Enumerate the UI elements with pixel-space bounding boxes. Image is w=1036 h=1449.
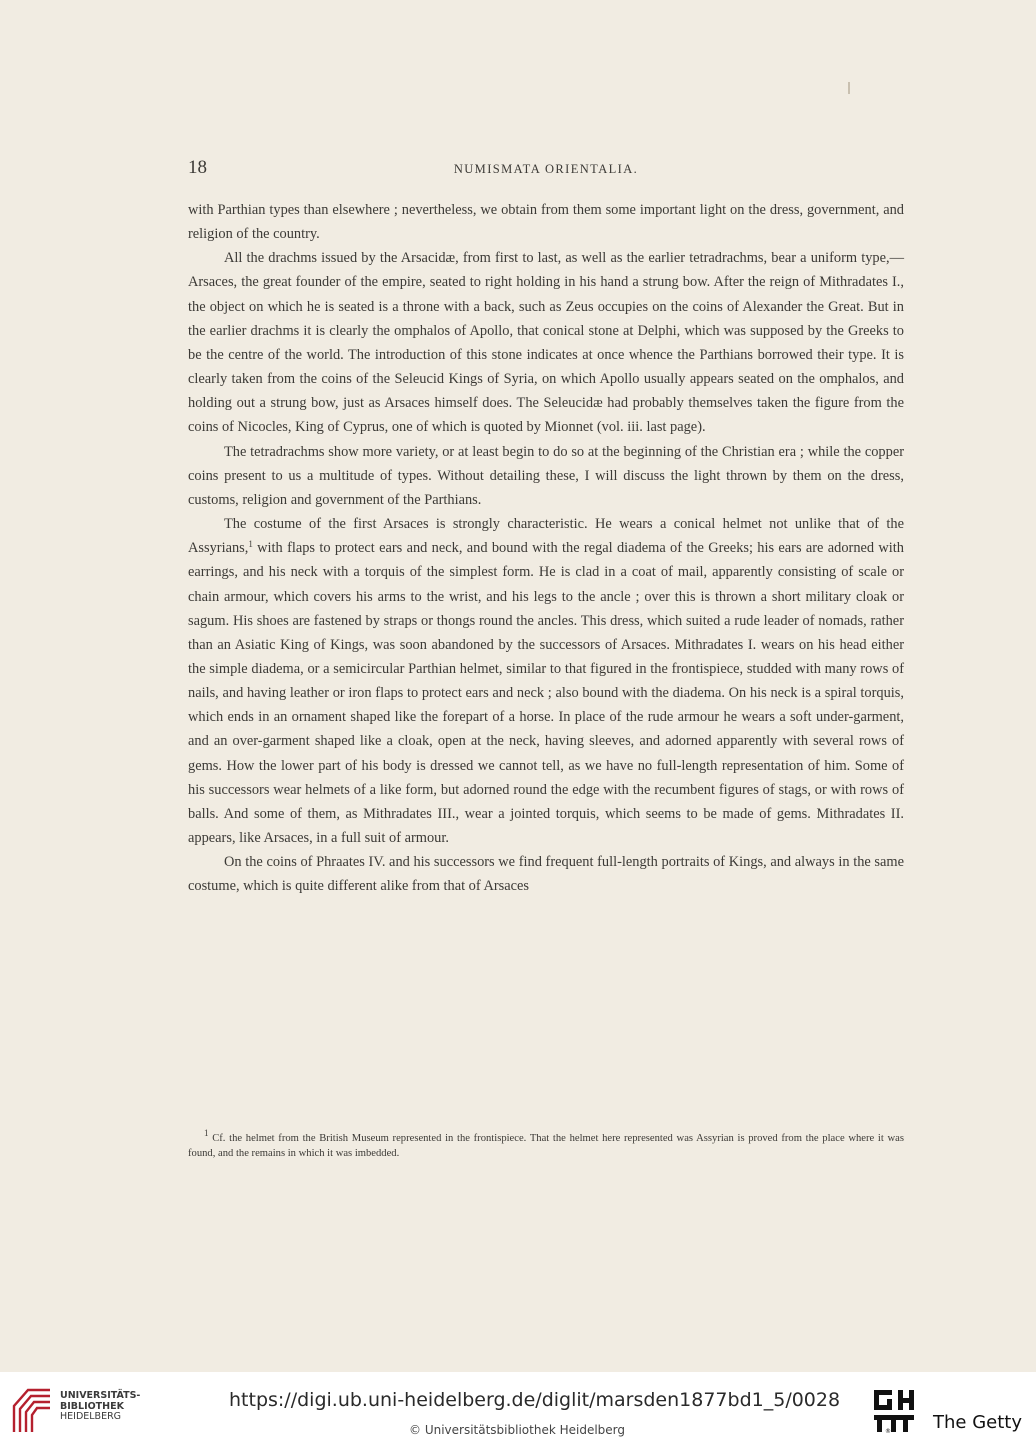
page-header: [188, 157, 904, 187]
library-name-line-1: UNIVERSITÄTS-: [60, 1390, 141, 1401]
paragraph-5: On the coins of Phraates IV. and his successors we find frequent full-length portraits of Kings, and always in the same costume, which is quite different alike from that of Arsaces: [188, 854, 904, 895]
library-name-line-2: BIBLIOTHEK: [60, 1400, 124, 1412]
page-number: 18: [188, 157, 207, 178]
paragraph-4-start: The costume of the first Arsaces is strongly characteristic. He wears a conical helmet not unlike that of the Assyrians,: [188, 516, 904, 557]
footnote-marker: 1: [204, 1128, 209, 1138]
paragraph-4-rest: with flaps to protect ears and neck, and bound with the regal diadema of the Greeks; his ears are adorned with earrings, and his neck with a torquis of the simplest form. He is clad in a coat of mail, apparently consisting of scale or chain armour, which covers his arms to the wrist, and his legs to the ancle ; over this is thrown a short military cloak or sagum. His shoes are fastened by straps or thongs round the ancles. This dress, which suited a rude leader of nomads, rather than an Asiatic King of Kings, was soon abandoned by the successors of Arsaces. Mithradates I. wears on his head either the simple diadema, or a semicircular Parthian helmet, similar to that figured in the frontispiece, studded with many rows of nails, and having leather or iron flaps to protect ears and neck ; also bound with the diadema. On his neck is a spiral torquis, which ends in an ornament shaped like the forepart of a horse. In place of the rude armour he wears a soft under-garment, and an over-garment shaped like a cloak, open at the neck, having sleeves, and adorned apparently with several rows of gems. How the lower part of his body is dressed we cannot tell, as we have no full-length representation of him. Some of his successors wear helmets of a like form, but adorned round the edge with the recumbent figures of stags, or with rows of balls. And some of them, as Mithradates III., wear a jointed torquis, which seems to be made of gems. Mithradates II. appears, like Arsaces, in a full suit of armour.: [188, 540, 904, 847]
body-text: [188, 198, 904, 899]
footnote-text: Cf. the helmet from the British Museum represented in the frontispiece. That the helmet here represented was Assyrian is proved from the place where it was found, and the remains in which it was imbedded.: [188, 1133, 904, 1159]
paragraph-1: with Parthian types than elsewhere ; nevertheless, we obtain from them some important light on the dress, government, and religion of the country.: [188, 202, 904, 243]
scan-mark: [848, 82, 850, 94]
university-library-logo-icon: [10, 1386, 54, 1436]
running-title: NUMISMATA ORIENTALIA.: [453, 162, 639, 176]
partner-name: The Getty: [933, 1412, 1022, 1433]
library-name-line-3: HEIDELBERG: [60, 1411, 122, 1422]
library-name: [60, 1391, 140, 1423]
paragraph-4: [188, 512, 904, 850]
paragraph-2: All the drachms issued by the Arsacidæ, from first to last, as well as the earlier tetradrachms, bear a uniform type,—Arsaces, the great founder of the empire, seated to right holding in his hand a strung bow. After the reign of Mithradates I., the object on which he is seated is a throne with a back, such as Zeus occupies on the coins of Alexander the Great. But in the earlier drachms it is clearly the omphalos of Apollo, that conical stone at Delphi, which was supposed by the Greeks to be the centre of the world. The introduction of this stone indicates at once whence the Parthians borrowed their type. It is clearly taken from the coins of the Seleucid Kings of Syria, on which Apollo usually appears seated on the omphalos, and holding out a strung bow, just as Arsaces himself does. The Seleucidæ had probably themselves taken the figure from the coins of Nicocles, King of Cyprus, one of which is quoted by Mionnet (vol. iii. last page).: [188, 250, 904, 436]
footnote-reference: 1: [248, 539, 253, 550]
viewer-footer: [0, 1372, 1036, 1449]
getty-logo-icon: [871, 1388, 919, 1434]
footnote: [188, 1128, 904, 1161]
registered-mark: ®: [885, 1428, 891, 1434]
copyright-notice: © Universitätsbibliothek Heidelberg: [409, 1423, 626, 1437]
permalink-url[interactable]: https://digi.ub.uni-heidelberg.de/diglit/marsden1877bd1_5/0028: [229, 1389, 841, 1411]
paragraph-3: The tetradrachms show more variety, or at least begin to do so at the beginning of the Christian era ; while the copper coins present to us a multitude of types. Without detailing these, I will discuss the light thrown by them on the dress, customs, religion and government of the Parthians.: [188, 443, 904, 508]
